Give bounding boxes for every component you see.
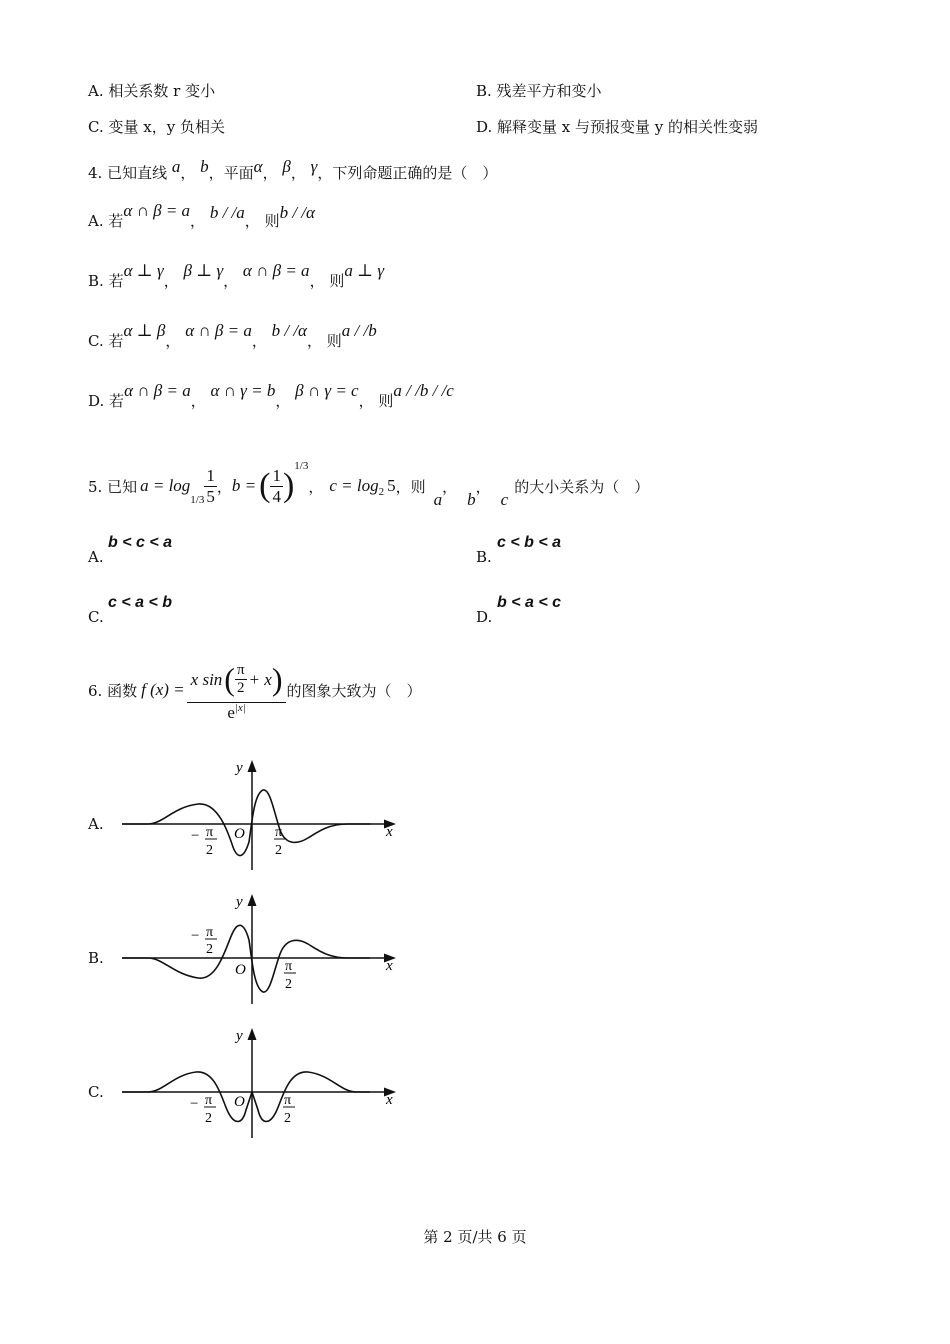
denominator: 4 bbox=[272, 486, 281, 506]
q5-var-a: a bbox=[433, 490, 443, 509]
q5-option-c-label: C. bbox=[88, 608, 104, 626]
q6-graph-b bbox=[118, 886, 404, 1008]
condition: β ∩ γ = c bbox=[295, 381, 359, 400]
numerator-text: x sin bbox=[190, 669, 223, 689]
inner-denominator: 2 bbox=[236, 680, 245, 696]
y-label: y bbox=[236, 1028, 243, 1044]
q5-option-d-label: D. bbox=[476, 608, 493, 626]
q5-stem-suffix: 的大小关系为（ ） bbox=[514, 477, 650, 496]
if-label: 若 bbox=[108, 212, 124, 230]
pos-two: 2 bbox=[285, 977, 292, 992]
y-axis-arrow bbox=[248, 894, 257, 906]
curve bbox=[122, 790, 370, 856]
q5-a-expr: a = log bbox=[140, 476, 191, 495]
q4-plane-gamma: γ bbox=[310, 157, 318, 176]
neg-sign: − bbox=[190, 1096, 199, 1112]
numerator: 1 bbox=[206, 465, 215, 485]
denominator: 5 bbox=[206, 486, 215, 506]
pos-pi: π bbox=[284, 1093, 292, 1108]
x-label: x bbox=[386, 958, 393, 974]
if-label: 若 bbox=[108, 332, 124, 350]
if-label: 若 bbox=[109, 392, 125, 410]
if-label: 若 bbox=[108, 272, 124, 290]
neg-two: 2 bbox=[206, 942, 213, 957]
conclusion: a / /b / /c bbox=[393, 381, 454, 400]
y-axis-arrow bbox=[248, 1028, 257, 1040]
y-label: y bbox=[236, 760, 243, 776]
denominator-exponent: |x| bbox=[234, 701, 246, 714]
q5-c-expr: c = log bbox=[329, 476, 379, 495]
q5-var-b: b bbox=[467, 490, 476, 509]
inner-numerator: π bbox=[236, 662, 245, 678]
pos-two: 2 bbox=[284, 1111, 291, 1126]
q6-stem bbox=[88, 654, 421, 726]
origin-label: O bbox=[235, 962, 246, 978]
q5-b-expr: b = bbox=[231, 476, 257, 495]
option-label: B. bbox=[88, 272, 104, 290]
q4-option-b: B. 若α ⊥ γ， β ⊥ γ， α ∩ β = a， 则a ⊥ γ bbox=[88, 261, 385, 290]
q6-option-b-label: B. bbox=[88, 949, 104, 967]
denominator-base: e bbox=[227, 702, 235, 722]
condition: α ∩ β = a bbox=[242, 261, 310, 280]
neg-pi: π bbox=[205, 1093, 213, 1108]
neg-sign: − bbox=[191, 928, 200, 944]
q6-option-c-label: C. bbox=[88, 1083, 104, 1101]
q4-line-a: a bbox=[171, 157, 181, 176]
then-label: 则 bbox=[264, 212, 280, 230]
q3-option-b: B. 残差平方和变小 bbox=[476, 82, 602, 100]
q5-option-c-expr: c < a < b bbox=[108, 594, 173, 611]
q5-option-a-label: A. bbox=[88, 548, 104, 566]
q5-b-fraction bbox=[270, 466, 283, 507]
q5-var-c: c bbox=[500, 490, 509, 509]
neg-two: 2 bbox=[205, 1111, 212, 1126]
q6-denominator bbox=[187, 703, 287, 723]
condition: α ∩ β = a bbox=[124, 381, 191, 400]
neg-two: 2 bbox=[206, 843, 213, 858]
pos-two: 2 bbox=[275, 843, 282, 858]
conclusion: a / /b bbox=[341, 321, 377, 340]
origin-label: O bbox=[234, 826, 245, 842]
condition: α ∩ β = a bbox=[123, 201, 191, 220]
numerator: 1 bbox=[272, 465, 281, 485]
q4-stem-suffix: ，下列命题正确的是（ ） bbox=[317, 164, 498, 182]
q4-stem-prefix: 4. 已知直线 bbox=[88, 164, 168, 182]
q3-option-d: D. 解释变量 x 与预报变量 y 的相关性变弱 bbox=[476, 118, 759, 136]
condition: α ∩ γ = b bbox=[210, 381, 276, 400]
q3-option-c: C. 变量 x，y 负相关 bbox=[88, 118, 225, 136]
condition: b / /a bbox=[209, 203, 245, 222]
neg-pi: π bbox=[206, 925, 214, 940]
then-label: 则 bbox=[326, 332, 342, 350]
option-label: D. bbox=[88, 392, 105, 410]
q4-line-b: b bbox=[200, 157, 209, 176]
page-footer: 第 2 页/共 6 页 bbox=[423, 1228, 527, 1246]
origin-label: O bbox=[234, 1094, 245, 1110]
option-label: C. bbox=[88, 332, 104, 350]
q4-option-a: A. 若α ∩ β = a， b / /a， 则b / /α bbox=[88, 201, 315, 230]
q5-option-b-expr: c < b < a bbox=[497, 534, 562, 551]
neg-pi: π bbox=[206, 825, 214, 840]
q5-c-log-base: 2 bbox=[378, 486, 385, 498]
q5-then: ，则 bbox=[395, 477, 426, 496]
inner-plus: + x bbox=[248, 669, 272, 689]
x-label: x bbox=[386, 824, 393, 840]
curve bbox=[122, 1072, 370, 1122]
y-axis-arrow bbox=[248, 760, 257, 772]
q6-option-a-label: A. bbox=[88, 815, 104, 833]
q6-graph-c bbox=[118, 1020, 404, 1142]
pos-pi: π bbox=[275, 825, 283, 840]
y-label: y bbox=[236, 894, 243, 910]
q4-option-d: D. 若α ∩ β = a， α ∩ γ = b， β ∩ γ = c， 则a / /b / /c bbox=[88, 381, 454, 410]
then-label: 则 bbox=[329, 272, 345, 290]
pos-pi: π bbox=[285, 959, 293, 974]
q5-option-b-label: B. bbox=[476, 548, 492, 566]
q5-c-arg: 5 bbox=[387, 476, 396, 495]
q5-stem: 5. 已知 a = log 1/3 $\frac{1}{5}$ ， b = ( $\frac{1}{4}$ ) 1/3 ， c = log 2 5 ，则 a ， b ， c 的大小关系为（ ） bbox=[88, 460, 650, 509]
q4-plane-alpha: α bbox=[253, 157, 263, 176]
q6-function-lhs: f (x) = bbox=[141, 680, 185, 699]
q6-stem-prefix: 6. 函数 bbox=[88, 681, 138, 700]
q6-graph-a bbox=[118, 752, 404, 874]
q5-a-fraction bbox=[204, 466, 217, 507]
q4-option-c: C. 若α ⊥ β， α ∩ β = a， b / /α， 则a / /b bbox=[88, 321, 377, 350]
conclusion: a ⊥ γ bbox=[344, 261, 385, 280]
q5-option-a-expr: b < c < a bbox=[108, 534, 173, 551]
option-label: A. bbox=[88, 212, 104, 230]
q6-numerator: x sin ( $\frac{\pi}{2}$ + x ) bbox=[187, 658, 287, 703]
q5-b-exponent: 1/3 bbox=[294, 460, 309, 472]
q4-plane-beta: β bbox=[282, 157, 291, 176]
inner-fraction bbox=[235, 662, 247, 697]
q4-stem: 4. 已知直线 a， b，平面α， β， γ，下列命题正确的是（ ） bbox=[88, 157, 498, 182]
condition: α ⊥ β bbox=[123, 321, 166, 340]
condition: b / /α bbox=[271, 321, 307, 340]
q3-option-a: A. 相关系数 r 变小 bbox=[88, 82, 216, 100]
condition: α ⊥ γ bbox=[123, 261, 164, 280]
q5-option-d-expr: b < a < c bbox=[497, 594, 562, 611]
conclusion: b / /α bbox=[279, 203, 315, 222]
q5-stem-prefix: 5. 已知 bbox=[88, 477, 138, 496]
x-label: x bbox=[386, 1092, 393, 1108]
q6-stem-suffix: 的图象大致为（ ） bbox=[286, 681, 422, 700]
q5-a-log-base: 1/3 bbox=[190, 494, 205, 506]
condition: β ⊥ γ bbox=[183, 261, 224, 280]
neg-sign: − bbox=[191, 828, 200, 844]
q4-stem-mid: ，平面 bbox=[208, 164, 254, 182]
q6-function-fraction bbox=[187, 658, 287, 723]
then-label: 则 bbox=[378, 392, 394, 410]
condition: α ∩ β = a bbox=[185, 321, 252, 340]
